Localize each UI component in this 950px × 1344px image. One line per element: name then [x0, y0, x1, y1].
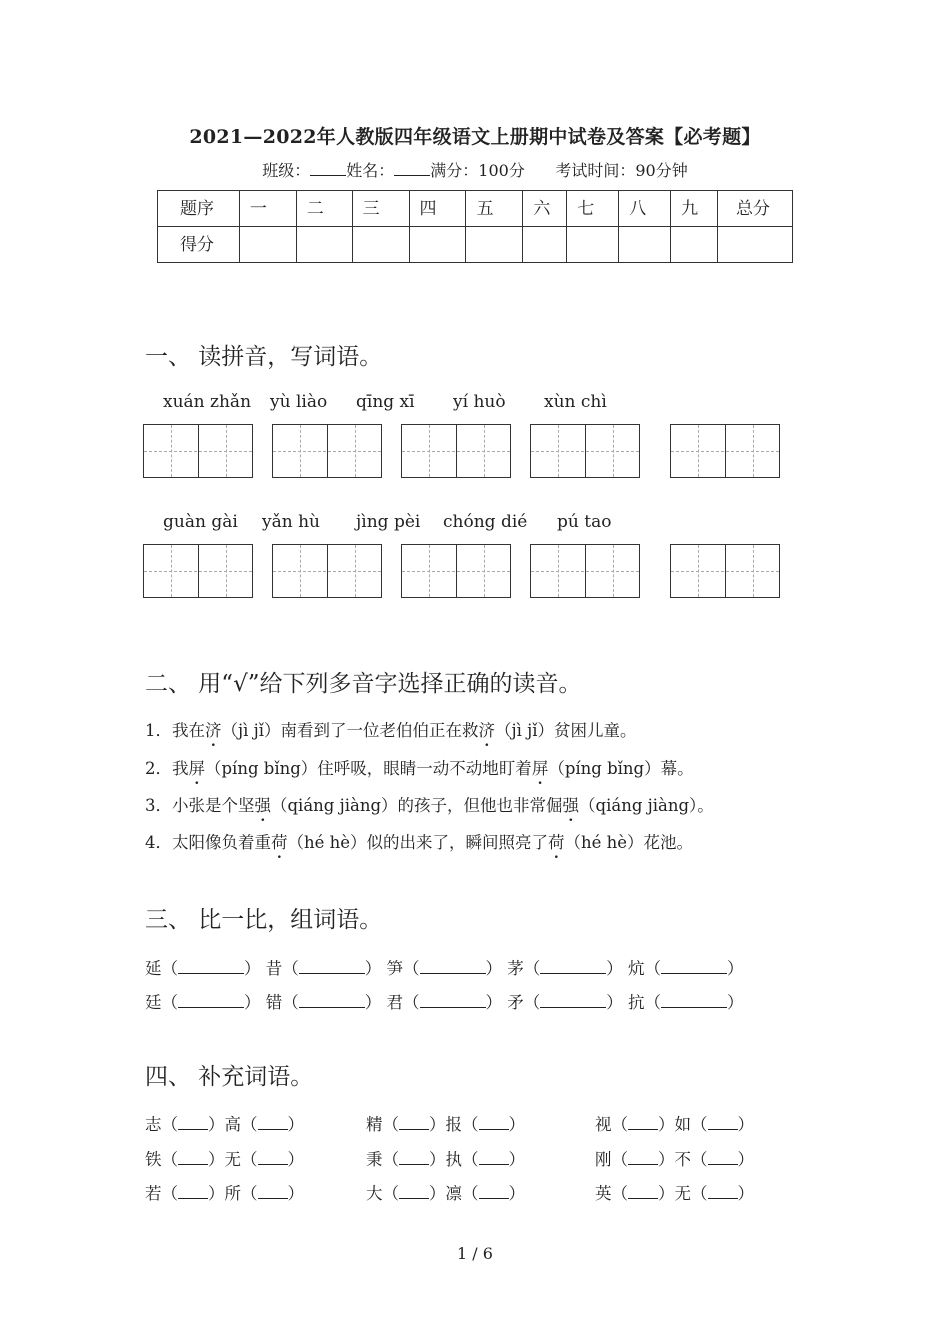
line-text: 1．我在 [145, 721, 205, 740]
answer-blank[interactable] [628, 1184, 658, 1199]
compare-char: 茅 [507, 959, 524, 978]
exam-time: 考试时间：90分钟 [555, 161, 688, 180]
score-header-cell: 题序 [158, 191, 240, 227]
score-cell[interactable] [567, 227, 619, 263]
score-cell[interactable] [718, 227, 793, 263]
compare-char: 廷 [145, 993, 162, 1012]
compare-char: 矛 [507, 993, 524, 1012]
idiom-group: 视（ ）如（ ） [595, 1115, 754, 1134]
pinyin-label: pú tao [557, 512, 612, 532]
answer-blank[interactable] [399, 1150, 429, 1165]
answer-blank[interactable] [258, 1150, 288, 1165]
idiom-group: 若（ ）所（ ） [145, 1184, 304, 1203]
line-text: 4．太阳像负着重 [145, 833, 271, 852]
idiom-group: 精（ ）报（ ） [366, 1115, 525, 1134]
line-text: （qiáng jiàng）。 [579, 796, 714, 815]
dotted-char: 济 [205, 721, 222, 740]
question-line [145, 829, 693, 853]
score-value-row [158, 227, 793, 263]
section2-heading: 二、 用“√”给下列多音字选择正确的读音。 [145, 671, 582, 697]
line-text: （qiáng jiàng）的孩子，但他也非常倔 [271, 796, 563, 815]
idiom-char: 精 [366, 1115, 383, 1134]
idiom-char: 刚 [595, 1150, 612, 1169]
line-text: （píng bǐng）住呼吸，眼睛一动不动地盯着 [205, 759, 532, 778]
score-header-cell: 总分 [718, 191, 793, 227]
score-cell[interactable] [619, 227, 671, 263]
answer-blank[interactable] [540, 993, 606, 1008]
score-table [157, 190, 793, 263]
writing-box[interactable] [272, 544, 382, 598]
pinyin-label: guàn gài [163, 512, 238, 532]
name-blank[interactable] [394, 161, 430, 176]
idiom-char: 高 [224, 1115, 241, 1134]
answer-blank[interactable] [540, 959, 606, 974]
compare-char: 炕 [628, 959, 645, 978]
dotted-char: 强 [254, 796, 271, 815]
line-text: 3．小张是个坚 [145, 796, 255, 815]
line-text: 2．我 [145, 759, 189, 778]
question-line [145, 755, 694, 779]
score-cell[interactable] [239, 227, 296, 263]
pinyin-label: qīng xī [356, 392, 415, 412]
idiom-char: 所 [224, 1184, 241, 1203]
pinyin-label: yǎn hù [262, 512, 320, 532]
pinyin-label: chóng dié [443, 512, 528, 532]
compare-char: 延 [145, 959, 162, 978]
answer-blank[interactable] [178, 959, 244, 974]
exam-meta [0, 158, 950, 181]
pinyin-label: jìng pèi [356, 512, 421, 532]
writing-box[interactable] [272, 424, 382, 478]
section4-heading: 四、 补充词语。 [145, 1064, 314, 1090]
compare-row: 延（ ） 昔（ ） 笋（ ） 茅（ ） 炕（ ） [145, 959, 744, 978]
idiom-char: 执 [445, 1150, 462, 1169]
score-header-cell: 九 [671, 191, 718, 227]
page-number: 1 / 6 [457, 1244, 493, 1263]
compare-char: 昔 [265, 959, 283, 978]
page-title: 2021—2022年人教版四年级语文上册期中试卷及答案【必考题】 [189, 126, 761, 148]
class-label: 班级： [262, 161, 311, 180]
pinyin-label: xuán zhǎn [163, 392, 252, 412]
compare-char: 君 [386, 993, 403, 1012]
score-header-cell: 六 [523, 191, 567, 227]
compare-char: 抗 [628, 993, 645, 1012]
idiom-char: 英 [595, 1184, 612, 1203]
score-header-cell: 八 [619, 191, 671, 227]
writing-box[interactable] [670, 544, 780, 598]
idiom-char: 无 [674, 1184, 691, 1203]
name-label: 姓名： [346, 161, 395, 180]
idiom-group: 英（ ）无（ ） [595, 1184, 754, 1203]
dotted-char: 济 [478, 721, 496, 740]
answer-blank[interactable] [661, 993, 727, 1008]
idiom-char: 报 [445, 1115, 462, 1134]
idiom-char: 大 [366, 1184, 383, 1203]
idiom-char: 秉 [366, 1150, 383, 1169]
line-text: （jì jǐ）南看到了一位老伯伯正在救 [221, 721, 479, 740]
answer-blank[interactable] [661, 959, 727, 974]
answer-blank[interactable] [178, 1115, 208, 1130]
writing-box[interactable] [530, 544, 640, 598]
answer-blank[interactable] [258, 1115, 288, 1130]
score-header-cell: 四 [409, 191, 466, 227]
idiom-char: 凛 [445, 1184, 462, 1203]
idiom-char: 志 [145, 1115, 162, 1134]
score-cell[interactable] [352, 227, 409, 263]
score-row-label: 得分 [158, 227, 240, 263]
writing-box[interactable] [143, 424, 253, 478]
answer-blank[interactable] [420, 993, 486, 1008]
dotted-char: 屏 [188, 759, 205, 778]
answer-blank[interactable] [178, 993, 244, 1008]
question-line [145, 792, 714, 816]
writing-box[interactable] [143, 544, 253, 598]
answer-blank[interactable] [299, 959, 365, 974]
compare-row: 廷（ ） 错（ ） 君（ ） 矛（ ） 抗（ ） [145, 993, 744, 1012]
answer-blank[interactable] [178, 1184, 208, 1199]
answer-blank[interactable] [178, 1150, 208, 1165]
pinyin-label: yù liào [270, 392, 328, 412]
answer-blank[interactable] [628, 1115, 658, 1130]
compare-char: 错 [265, 993, 283, 1012]
idiom-char: 若 [145, 1184, 162, 1203]
writing-box[interactable] [401, 544, 511, 598]
answer-blank[interactable] [299, 993, 365, 1008]
score-cell[interactable] [523, 227, 567, 263]
pinyin-label: yí huò [453, 392, 506, 412]
answer-blank[interactable] [399, 1115, 429, 1130]
idiom-group: 刚（ ）不（ ） [595, 1150, 754, 1169]
writing-box[interactable] [670, 424, 780, 478]
compare-char: 笋 [386, 959, 403, 978]
idiom-group: 秉（ ）执（ ） [366, 1150, 525, 1169]
dotted-char: 强 [562, 796, 580, 815]
score-header-cell: 一 [239, 191, 296, 227]
score-cell[interactable] [671, 227, 718, 263]
score-cell[interactable] [296, 227, 352, 263]
score-header-cell: 五 [466, 191, 523, 227]
line-text: （jì jǐ）贫困儿童。 [495, 721, 637, 740]
writing-box[interactable] [530, 424, 640, 478]
full-score: 满分：100分 [430, 161, 525, 180]
line-text: （hé hè）花池。 [564, 833, 694, 852]
line-text: （hé hè）似的出来了，瞬间照亮了 [287, 833, 549, 852]
dotted-char: 荷 [548, 833, 565, 852]
answer-blank[interactable] [258, 1184, 288, 1199]
score-cell[interactable] [466, 227, 523, 263]
idiom-char: 不 [674, 1150, 691, 1169]
answer-blank[interactable] [420, 959, 486, 974]
question-line [145, 717, 637, 741]
idiom-char: 如 [674, 1115, 691, 1134]
idiom-group: 志（ ）高（ ） [145, 1115, 304, 1134]
section3-heading: 三、 比一比，组词语。 [145, 907, 383, 933]
idiom-char: 视 [595, 1115, 612, 1134]
section1-heading: 一、 读拼音，写词语。 [145, 344, 383, 370]
score-header-cell: 三 [352, 191, 409, 227]
answer-blank[interactable] [479, 1184, 509, 1199]
class-blank[interactable] [310, 161, 346, 176]
dotted-char: 屏 [531, 759, 549, 778]
idiom-char: 无 [224, 1150, 241, 1169]
answer-blank[interactable] [628, 1150, 658, 1165]
writing-box[interactable] [401, 424, 511, 478]
answer-blank[interactable] [708, 1150, 738, 1165]
score-cell[interactable] [409, 227, 466, 263]
answer-blank[interactable] [479, 1115, 509, 1130]
answer-blank[interactable] [479, 1150, 509, 1165]
line-text: （píng bǐng）幕。 [548, 759, 694, 778]
score-header-row [158, 191, 793, 227]
answer-blank[interactable] [708, 1184, 738, 1199]
answer-blank[interactable] [708, 1115, 738, 1130]
score-header-cell: 七 [567, 191, 619, 227]
idiom-group: 铁（ ）无（ ） [145, 1150, 304, 1169]
idiom-char: 铁 [145, 1150, 162, 1169]
dotted-char: 荷 [271, 833, 288, 852]
score-header-cell: 二 [296, 191, 352, 227]
idiom-group: 大（ ）凛（ ） [366, 1184, 525, 1203]
answer-blank[interactable] [399, 1184, 429, 1199]
pinyin-label: xùn chì [544, 392, 607, 412]
